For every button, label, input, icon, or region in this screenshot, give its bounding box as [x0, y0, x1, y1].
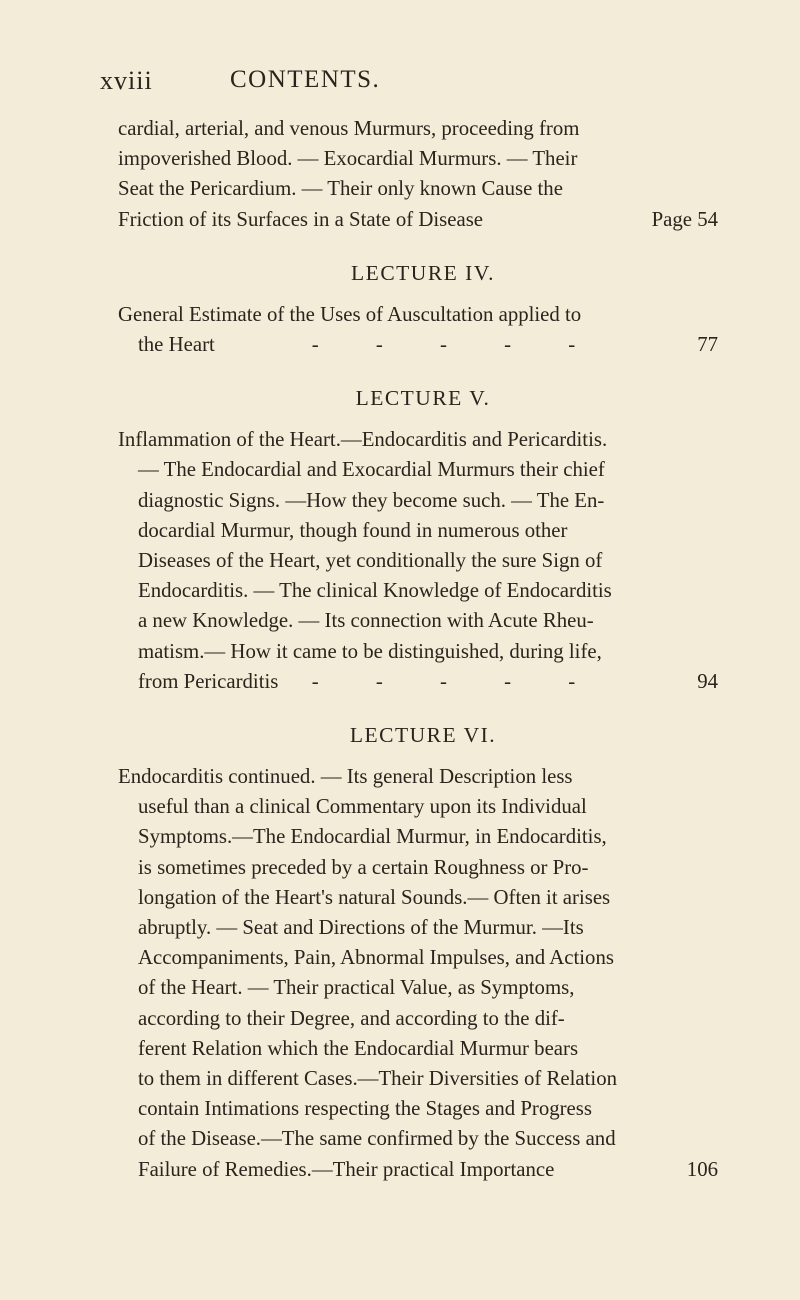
entry-line: ferent Relation which the Endocardial Murmur bears [138, 1036, 579, 1060]
entry-line: impoverished Blood. — Exocardial Murmurs. — Their [118, 147, 578, 171]
page-reference: Page 54 [651, 207, 718, 231]
contents-body [118, 114, 718, 1185]
page-numeral: xviii [100, 66, 153, 95]
entry-last-line [118, 667, 718, 697]
entry-line: of the Disease.—The same confirmed by the Success and [138, 1127, 616, 1151]
contents-entry-lecture-v [118, 425, 718, 697]
entry-line: Symptoms.—The Endocardial Murmur, in Endocarditis, [138, 825, 607, 849]
entry-line: docardial Murmur, though found in numerous other [138, 518, 568, 542]
entry-line: longation of the Heart's natural Sounds.— Often it arises [138, 885, 611, 909]
entry-line: Accompaniments, Pain, Abnormal Impulses, and Actions [138, 946, 614, 970]
entry-line: Diseases of the Heart, yet conditionally the sure Sign of [138, 549, 603, 573]
entry-last-line [118, 1155, 718, 1185]
entry-line: diagnostic Signs. —How they become such. — The En- [138, 488, 605, 512]
contents-entry-lecture-vi [118, 762, 718, 1185]
entry-line: abruptly. — Seat and Directions of the Murmur. —Its [138, 916, 584, 940]
entry-line: of the Heart. — Their practical Value, as Symptoms, [138, 976, 575, 1000]
page-reference: 94 [697, 669, 718, 693]
entry-line: a new Knowledge. — Its connection with Acute Rheu- [138, 609, 594, 633]
entry-line: Endocarditis continued. — Its general Description less [118, 765, 573, 789]
entry-line: the Heart [138, 333, 215, 357]
entry-line: cardial, arterial, and venous Murmurs, proceeding from [118, 117, 580, 140]
entry-line: from Pericarditis [138, 669, 279, 693]
lecture-heading: LECTURE IV. [351, 260, 495, 285]
entry-line: Failure of Remedies.—Their practical Importance [138, 1157, 555, 1181]
entry-line: to them in different Cases.—Their Diversities of Relation [138, 1067, 617, 1091]
entry-line: General Estimate of the Uses of Auscultation applied to [118, 302, 582, 326]
running-head [100, 66, 700, 100]
dot-leaders: - - - - - [311, 333, 602, 357]
page-reference: 77 [697, 333, 718, 357]
entry-last-line [118, 205, 718, 235]
entry-line: contain Intimations respecting the Stages and Progress [138, 1097, 592, 1121]
contents-entry-continued [118, 114, 718, 235]
entry-line: is sometimes preceded by a certain Roughness or Pro- [138, 855, 589, 879]
entry-line: — The Endocardial and Exocardial Murmurs their chief [138, 458, 605, 482]
contents-entry-lecture-iv [118, 300, 718, 360]
entry-line: Endocarditis. — The clinical Knowledge of Endocarditis [138, 579, 612, 603]
lecture-heading: LECTURE V. [355, 386, 491, 411]
header-title: CONTENTS. [230, 66, 381, 93]
entry-line: Inflammation of the Heart.—Endocarditis and Pericarditis. [118, 428, 608, 452]
page-reference: 106 [686, 1157, 718, 1181]
entry-line: Friction of its Surfaces in a State of Disease [118, 207, 484, 231]
entry-line: matism.— How it came to be distinguished, during life, [138, 639, 602, 663]
entry-line: according to their Degree, and according to the dif- [138, 1006, 565, 1030]
entry-last-line [118, 330, 718, 360]
lecture-heading: LECTURE VI. [349, 723, 497, 748]
dot-leaders: - - - - - [311, 669, 602, 693]
entry-line: Seat the Pericardium. — Their only known Cause the [118, 177, 563, 201]
entry-line: useful than a clinical Commentary upon its Individual [138, 795, 587, 819]
